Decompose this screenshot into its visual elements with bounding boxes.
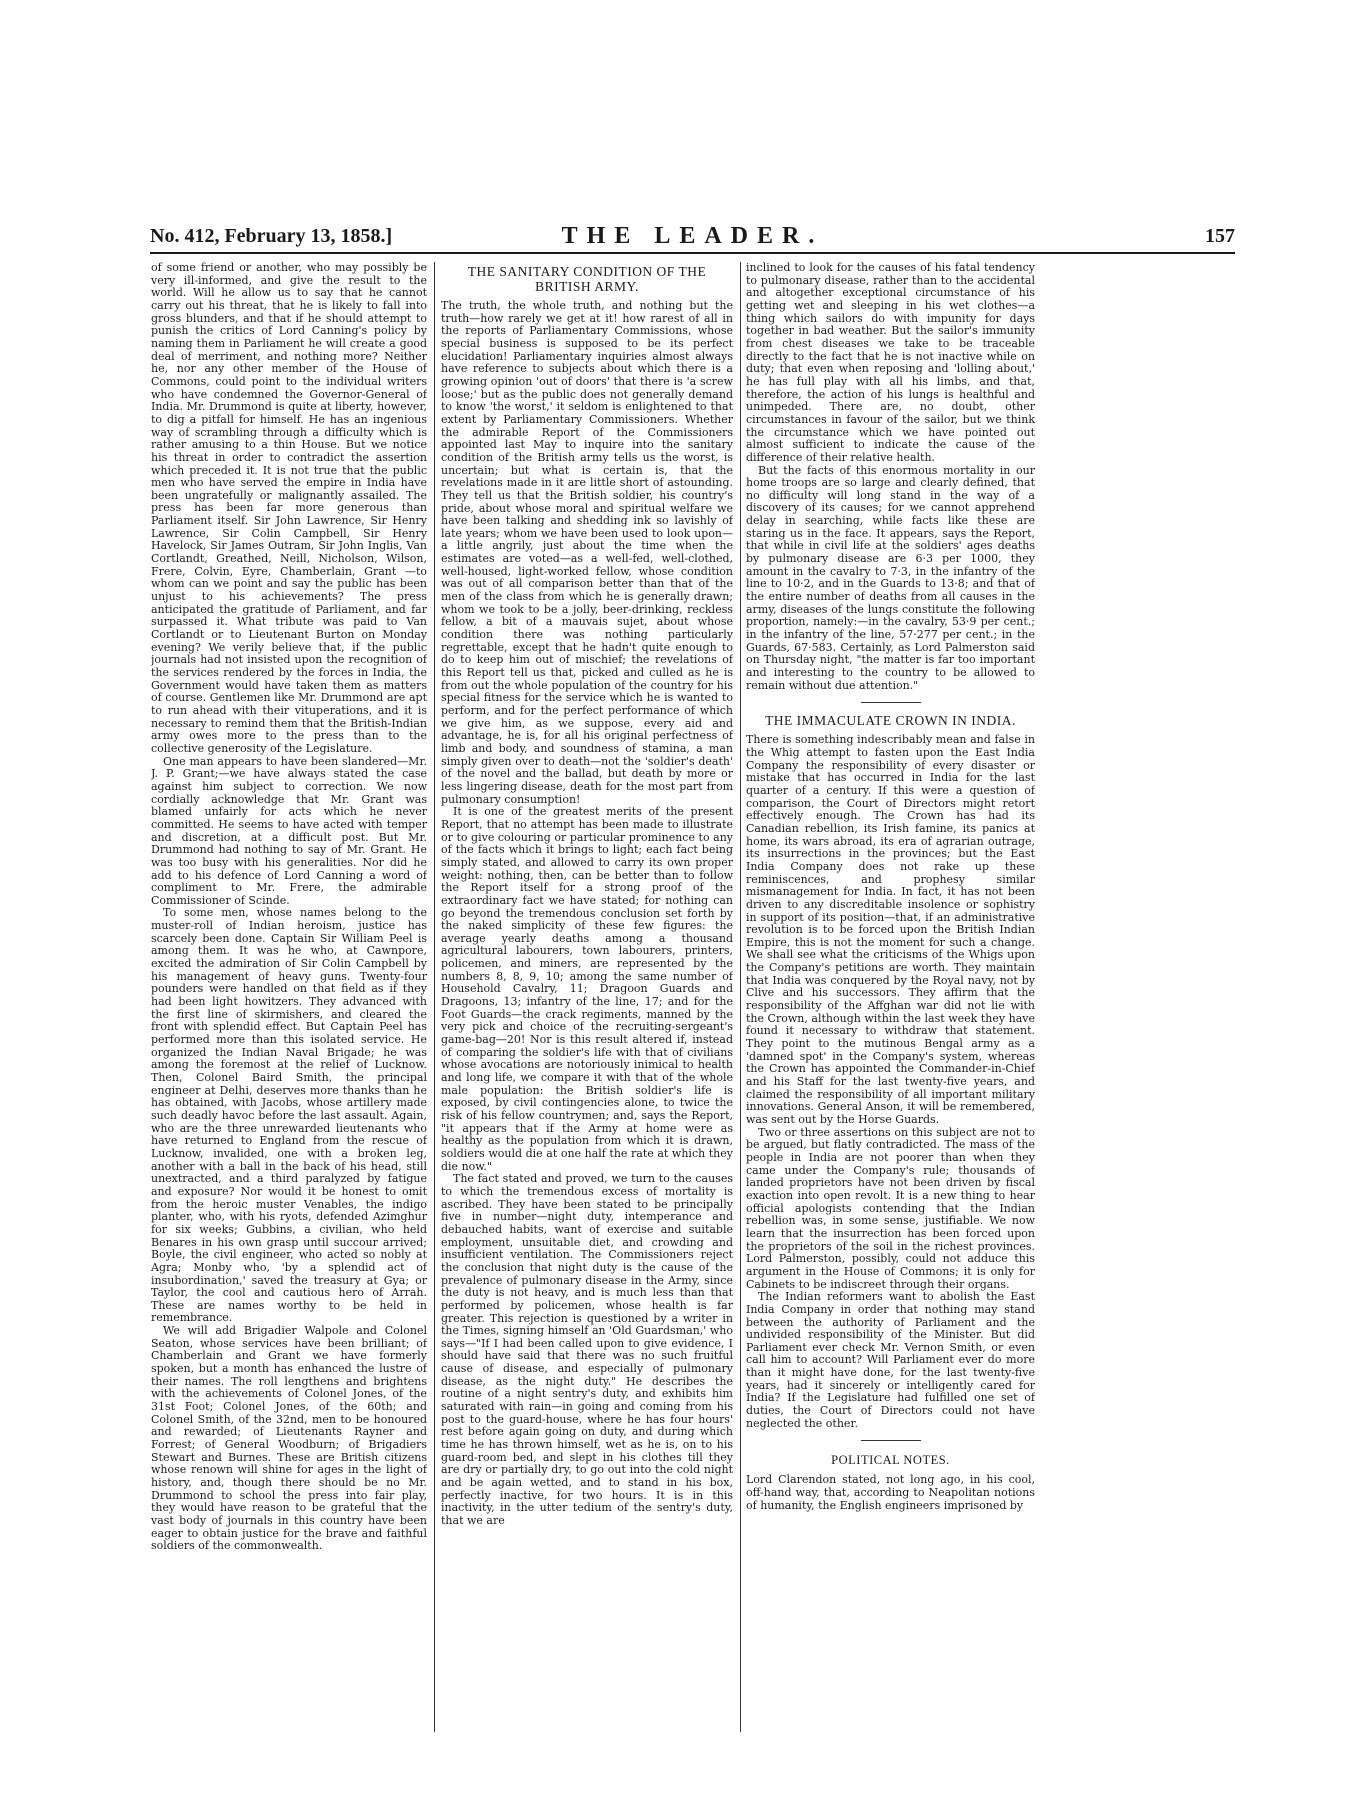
paragraph: To some men, whose names belong to the muster-roll of Indian heroism, justice has scarcely been done. Captain Sir William Peel is among them. It was he who, at Cawnpore, excited the admiration of Sir Colin Campbell by his management of heavy guns. Twenty-four pounders were handled on that field as if they had been light howitzers. They advanced with the first line of skirmishers, and cleared the front with splendid effect. But Captain Peel has performed more than this isolated service. He organized the Indian Naval Brigade; he was among the foremost at the relief of Lucknow. Then, Colonel Baird Smith, the principal engineer at Delhi, deserves more thanks than he has obtained, with Jacobs, whose artillery made such deadly havoc before the last assault. Again, who are the three unrewarded lieutenants who have returned to England from the rescue of Lucknow, invalided, one with a broken leg, another with a ball in the back of his head, still unextracted, and a third paralyzed by fatigue and exposure? Nor would it be honest to omit from the heroic muster Venables, the indigo planter, who, with his ryots, defended Azimghur for six weeks; Gubbins, a civilian, who held Benares in his own grasp until succour arrived; Boyle, the civil engineer, who acted so nobly at Agra; Monby who, 'by a splendid act of insubordination,' saved the treasury at Gya; or Taylor, the cool and cautious hero of Arrah. These are names worthy to be held in remembrance. <box>151 906 427 1325</box>
paragraph: One man appears to have been slandered—Mr. J. P. Grant;—we have always stated the case against him subject to correction. We now cordially acknowledge that Mr. Grant was blamed unfairly for acts which he never committed. He seems to have acted with temper and discretion, at a difficult post. But Mr. Drummond had nothing to say of Mr. Grant. He was too busy with his generalities. Nor did he add to his defence of Lord Canning a word of compliment to Mr. Frere, the admirable Commissioner of Scinde. <box>151 754 427 907</box>
paragraph: Two or three assertions on this subject are not to be argued, but flatly contradicted. The mass of the people in India are not poorer than when they came under the Company's rule; thousands of landed proprietors have not been driven by fiscal exaction into open revolt. It is a new thing to hear official apologists contending that the Indian rebellion was, in some sense, justifiable. We now learn that the insurrection has been forced upon the proprietors of the soil in the richest provinces. Lord Palmerston, possibly, could not adduce this argument in the House of Commons; it is only for Cabinets to be indiscreet through their organs. <box>746 1125 1035 1291</box>
paragraph: The Indian reformers want to abolish the East India Company in order that nothing may stand between the authority of Parliament and the undivided responsibility of the Minister. But did Parliament ever check Mr. Vernon Smith, or even call him to account? Will Parliament ever do more than it might have done, for the last twenty-five years, had it sincerely or intelligently cared for India? If the Legislature had fulfilled one set of duties, the Court of Directors could not have neglected the other. <box>746 1290 1035 1430</box>
page-header <box>150 218 1235 254</box>
article-heading: POLITICAL NOTES. <box>831 1453 950 1468</box>
column-rule <box>434 262 435 1732</box>
paragraph: Lord Clarendon stated, not long ago, in his cool, off-hand way, that, according to Neapolitan notions of humanity, the English engineers imprisoned by <box>746 1473 1035 1512</box>
article-heading: THE IMMACULATE CROWN IN INDIA. <box>765 713 1016 729</box>
section-divider <box>861 1440 921 1441</box>
paragraph: But the facts of this enormous mortality in our home troops are so large and clearly defined, that no difficulty will long stand in the way of a discovery of its causes; for we cannot apprehend delay in searching, while facts like these are staring us in the face. It appears, says the Report, that while in civil life at the soldiers' ages deaths by pulmonary disease are 6·3 per 1000, they amount in the cavalry to 7·3, in the infantry of the line to 10·2, and in the Guards to 13·8; and that of the entire number of deaths from all causes in the army, diseases of the lungs constitute the following proportion, namely:—in the cavalry, 53·9 per cent.; in the infantry of the line, 57·277 per cent.; in the Guards, 67·583. Certainly, as Lord Palmerston said on Thursday night, "the matter is far too important and interesting to the country to be allowed to remain without due attention." <box>746 463 1035 692</box>
article-heading: THE SANITARY CONDITION OF THE BRITISH ARMY. <box>467 264 707 294</box>
paragraph: of some friend or another, who may possibly be very ill-informed, and give the result to the world. Will he allow us to say that he cannot carry out his threat, that he is likely to fall into gross blunders, and that if he should attempt to punish the critics of Lord Canning's policy by naming them in Parliament he will create a good deal of merriment, and nothing more? Neither he, nor any other member of the House of Commons, could point to the individual writers who have condemned the Governor-General of India. Mr. Drummond is quite at liberty, however, to dig a pitfall for himself. He has an ingenious way of scrambling through a difficulty which is rather amusing to a thin House. But we notice his threat in order to contradict the assertion which preceded it. It is not true that the public men who have served the empire in India have been ungratefully or malignantly assailed. The press has been far more generous than Parliament itself. Sir John Lawrence, Sir Henry Lawrence, Sir Colin Campbell, Sir Henry Havelock, Sir James Outram, Sir John Inglis, Van Cortlandt, Greathed, Neill, Nicholson, Wilson, Frere, Colvin, Eyre, Chamberlain, Grant —to whom can we point and say the public has been unjust to his achievements? The press anticipated the gratitude of Parliament, and far surpassed it. What tribute was paid to Van Cortlandt or to Lieutenant Burton on Monday evening? We verily believe that, if the public journals had not insisted upon the recognition of the services rendered by the forces in India, the Government would have taken them as matters of course. Gentlemen like Mr. Drummond are apt to run ahead with their vituperations, and it is necessary to remind them that the British-Indian army owes more to the press than to the collective generosity of the Legislature. <box>151 262 427 755</box>
column-1 <box>151 262 427 1732</box>
paragraph: There is something indescribably mean and false in the Whig attempt to fasten upon the East India Company the responsibility of every disaster or mistake that has occurred in India for the last quarter of a century. If this were a question of comparison, the Court of Directors might retort effectively enough. The Crown has had its Canadian rebellion, its Irish famine, its panics at home, its wars abroad, its era of agrarian outrage, its insurrections in the provinces; but the East India Company does not rake up these reminiscences, and prophesy similar mismanagement for India. In fact, it has not been driven to any discreditable insolence or sophistry in support of its position—that, if an administrative revolution is to be forced upon the British Indian Empire, this is not the moment for such a change. We shall see what the criticisms of the Whigs upon the Company's petitions are worth. They maintain that India was conquered by the Royal navy, not by Clive and his successors. They affirm that the responsibility of the Affghan war did not lie with the Crown, although within the last week they have found it necessary to withdraw that statement. They point to the mutinous Bengal army as a 'damned spot' in the Company's system, whereas the Crown has appointed the Commander-in-Chief and his Staff for the last twenty-five years, and claimed the responsibility of all important military innovations. General Anson, it will be remembered, was sent out by the Horse Guards. <box>746 733 1035 1126</box>
paragraph: The fact stated and proved, we turn to the causes to which the tremendous excess of mortality is ascribed. They have been stated to be principally five in number—night duty, intemperance and debauched habits, want of exercise and suitable employment, unsuitable diet, and crowding and insufficient ventilation. The Commissioners reject the conclusion that night duty is the cause of the prevalence of pulmonary disease in the Army, since the duty is not heavy, and is much less than that performed by policemen, whose health is far greater. This rejection is questioned by a writer in the Times, signing himself an 'Old Guardsman,' who says—"If I had been called upon to give evidence, I should have said that there was no such fruitful cause of disease, and especially of pulmonary disease, as the night duty." He describes the routine of a night sentry's duty, and exhibits him saturated with rain—in going and coming from his post to the guard-house, where he has four hours' rest before again going on duty, and during which time he has thrown himself, wet as he is, on to his guard-room bed, and slept in his clothes till they are dry or partially dry, to go out into the cold night and be again wetted, and to stand in his box, perfectly inactive, for two hours. It is in this inactivity, in the utter tedium of the sentry's duty, that we are <box>441 1172 733 1527</box>
paragraph: We will add Brigadier Walpole and Colonel Seaton, whose services have been brilliant; of Chamberlain and Grant we have formerly spoken, but a month has enhanced the lustre of their names. The roll lengthens and brightens with the achievements of Colonel Jones, of the 31st Foot; Colonel Jones, of the 60th; and Colonel Smith, of the 32nd, men to be honoured and rewarded; of Lieutenants Rayner and Forrest; of General Woodburn; of Brigadiers Stewart and Burnes. These are British citizens whose renown will shine for ages in the light of history, and, though there should be no Mr. Drummond to school the press into fair play, they would have reason to be grateful that the vast body of journals in this country have been eager to obtain justice for the brave and faithful soldiers of the commonwealth. <box>151 1324 427 1553</box>
column-rule <box>740 262 741 1732</box>
column-2 <box>441 262 733 1732</box>
page-number: 157 <box>1205 225 1235 247</box>
section-divider <box>861 702 921 703</box>
column-3 <box>746 262 1035 1732</box>
masthead-title: THE LEADER. <box>561 223 824 249</box>
paragraph: The truth, the whole truth, and nothing but the truth—how rarely we get at it! how rarest of all in the reports of Parliamentary Commissions, whose special business is supposed to be its perfect elucidation! Parliamentary inquiries almost always have reference to subjects about which there is a growing opinion 'out of doors' that there is 'a screw loose;' but as the public does not generally demand to know 'the worst,' it seldom is enlightened to that extent by Parliamentary Commissioners. Whether the admirable Report of the Commissioners appointed last May to inquire into the sanitary condition of the British army tells us the worst, is uncertain; but what is certain is, that the revelations made in it are little short of astounding. They tell us that the British soldier, his country's pride, about whose moral and spiritual welfare we have been talking and shedding ink so lavishly of late years; whom we have been used to look upon—a little angrily, just about the time when the estimates are voted—as a well-fed, well-clothed, well-housed, light-worked fellow, whose condition was out of all comparison better than that of the men of the class from which he is generally drawn; whom we took to be a jolly, beer-drinking, reckless fellow, a bit of a mauvais sujet, about whose condition there was nothing particularly regrettable, except that he hadn't quite enough to do to keep him out of mischief; the revelations of this Report tell us that, picked and culled as he is from out the whole population of the country for his special fitness for the service which he is wanted to perform, and for the perfect performance of which we give him, as we suppose, every aid and advantage, he is, for all his original perfectness of limb and body, and soundness of stamina, a man simply given over to death—not the 'soldier's death' of the novel and the ballad, but death by more or less lingering disease, death for the most part from pulmonary consumption! <box>441 299 733 806</box>
issue-date: No. 412, February 13, 1858.] <box>150 225 393 247</box>
paragraph: inclined to look for the causes of his fatal tendency to pulmonary disease, rather than to the accidental and altogether exceptional circumstance of his getting wet and sleeping in his wet clothes—a thing which sailors do with impunity for days together in bad weather. But the sailor's immunity from chest diseases we take to be traceable directly to the fact that he is not inactive while on duty; that even when reposing and 'lolling about,' he has full play with all his limbs, and that, therefore, the action of his lungs is healthful and unimpeded. There are, no doubt, other circumstances in favour of the sailor, but we think the circumstance which we have pointed out almost sufficient to indicate the cause of the difference of their relative health. <box>746 262 1035 464</box>
paragraph: It is one of the greatest merits of the present Report, that no attempt has been made to illustrate or to give colouring or particular prominence to any of the facts which it brings to light; each fact being simply stated, and allowed to carry its own proper weight: nothing, then, can be better than to follow the Report itself for a strong proof of the extraordinary fact we have stated; for nothing can go beyond the tremendous conclusion set forth by the naked simplicity of these few figures: the average yearly deaths among a thousand agricultural labourers, town labourers, printers, policemen, and miners, are represented by the numbers 8, 8, 9, 10; among the same number of Household Cavalry, 11; Dragoon Guards and Dragoons, 13; infantry of the line, 17; and for the Foot Guards—the crack regiments, manned by the very pick and choice of the recruiting-sergeant's game-bag—20! Nor is this result altered if, instead of comparing the soldier's life with that of civilians whose avocations are notoriously inimical to health and long life, we compare it with that of the whole male population: the British soldier's life is exposed, by civil contingencies alone, to twice the risk of his fellow countrymen; and, says the Report, "it appears that if the Army at home were as healthy as the population from which it is drawn, soldiers would die at one half the rate at which they die now." <box>441 805 733 1173</box>
